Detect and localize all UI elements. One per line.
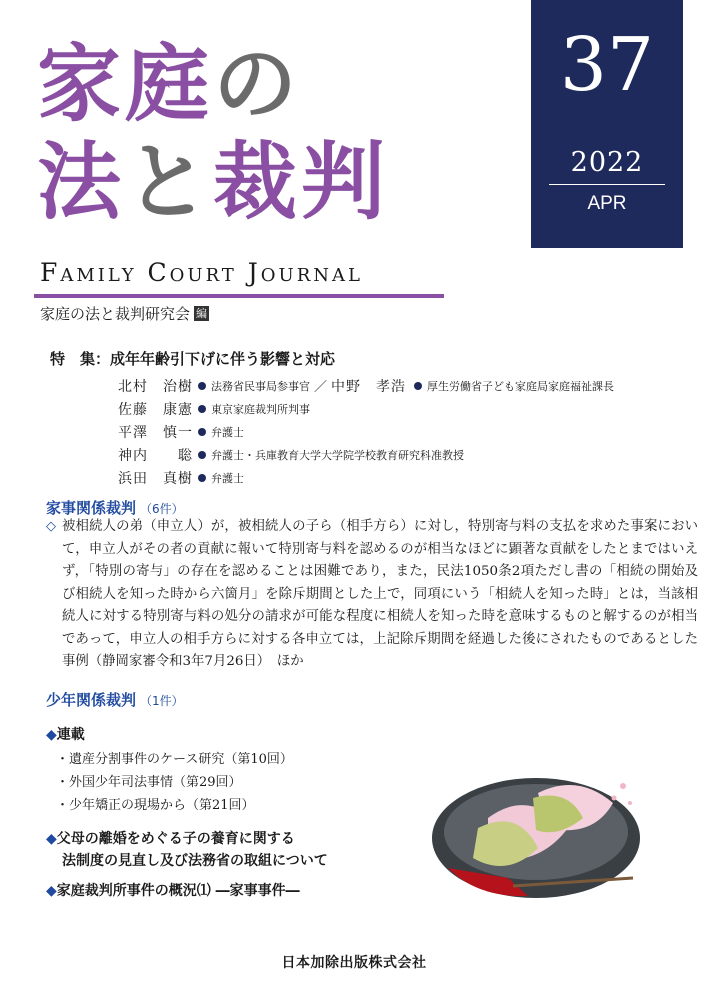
serial-heading-text: 連載 bbox=[56, 727, 85, 743]
bullet-dot-icon bbox=[198, 474, 206, 482]
issue-month: APR bbox=[587, 193, 627, 214]
title-particle-to: と bbox=[125, 133, 214, 231]
title-word-saiban: 裁判 bbox=[213, 133, 390, 231]
editor-badge: 編 bbox=[196, 307, 208, 320]
author-affiliation: 法務省民事局参事官 bbox=[211, 379, 310, 393]
editor-name: 家庭の法と裁判研究会 bbox=[40, 305, 191, 323]
article-heading-1 bbox=[46, 828, 295, 850]
author-affiliation: 東京家庭裁判所判事 bbox=[211, 402, 310, 416]
author-affiliation: 弁護士 bbox=[211, 425, 244, 439]
author-name: 平澤 慎一 bbox=[118, 424, 193, 441]
author-affiliation: 厚生労働省子ども家庭局家庭福祉課長 bbox=[427, 379, 615, 393]
author-row bbox=[118, 397, 614, 420]
petal-icon bbox=[620, 783, 626, 789]
article2-text: 家庭裁判所事件の概況⑴ ―家事事件― bbox=[56, 883, 300, 899]
journal-title-line2 bbox=[37, 133, 390, 231]
title-underline bbox=[34, 294, 444, 298]
petal-icon bbox=[612, 796, 617, 801]
publisher-name: 日本加除出版株式会社 bbox=[281, 955, 427, 971]
title-particle-no: の bbox=[213, 35, 302, 133]
issue-box bbox=[531, 0, 683, 248]
shonen-count: （1件） bbox=[140, 694, 184, 708]
kaji-count: （6件） bbox=[140, 502, 184, 516]
author-row bbox=[118, 420, 614, 443]
kaji-heading-text: 家事関係裁判 bbox=[46, 499, 137, 517]
author-name: 浜田 真樹 bbox=[118, 470, 193, 487]
author-name: 神内 聡 bbox=[118, 447, 193, 464]
bullet-dot-icon bbox=[198, 451, 206, 459]
case-summary: 被相続人の弟（申立人）が，被相続人の子ら（相手方ら）に対し，特別寄与料の支払を求めた事案において，申立人がその者の貢献に報いて特別寄与料を認めるのが相当なほどに顕著な貢献をしたとまではいえず，「特別の寄与」の存在を認めることは困難であり，また，民法1050条2項ただし書の「相続の開始及び相続人を知った時から六箇月」を除斥期間とした上で，同項にいう「相続人を知った時」とは，当該相続人に対する特別寄与料の処分の請求が可能な程度に相続人を知った時を意味するものと解するのが相当であって，申立人の相手方らに対する各申立ては，上記除斥期間を経過した後にされたものであるとした事例（静岡家審令和3年7月26日） ほか bbox=[62, 519, 698, 669]
issue-divider bbox=[549, 184, 665, 185]
shonen-section-heading bbox=[46, 689, 184, 710]
shonen-heading-text: 少年関係裁判 bbox=[46, 691, 137, 709]
diamond-icon: ◆ bbox=[46, 727, 57, 743]
feature-title: 特 集：成年年齢引下げに伴う影響と対応 bbox=[50, 350, 336, 368]
serial-item: ・少年矯正の現場から（第21回） bbox=[56, 798, 255, 813]
bullet-dot-icon bbox=[414, 382, 422, 390]
article1-line2: 法制度の見直し及び法務省の取組について bbox=[62, 853, 328, 869]
issue-year: 2022 bbox=[570, 147, 644, 178]
bullet-dot-icon bbox=[198, 405, 206, 413]
diamond-icon: ◆ bbox=[46, 883, 57, 899]
author-row bbox=[118, 443, 614, 466]
issue-number: 37 bbox=[559, 22, 655, 108]
author-name: 佐藤 康憲 bbox=[118, 401, 193, 418]
english-title: Family Court Journal bbox=[40, 258, 363, 287]
kaji-section-heading bbox=[46, 497, 184, 518]
journal-title-line1 bbox=[37, 35, 302, 133]
title-word-katei: 家庭 bbox=[37, 35, 214, 133]
serial-heading bbox=[46, 724, 85, 744]
author-affiliation: 弁護士・兵庫教育大学大学院学校教育研究科准教授 bbox=[211, 448, 464, 462]
serial-item: ・外国少年司法事情（第29回） bbox=[56, 775, 242, 790]
bullet-dot-icon bbox=[198, 382, 206, 390]
editor-line bbox=[40, 303, 209, 324]
author-name: 北村 治樹 bbox=[118, 378, 193, 395]
hollow-diamond-icon: ◇ bbox=[46, 519, 56, 534]
author-separator: ／ bbox=[314, 380, 328, 395]
feature-authors bbox=[118, 374, 614, 489]
author-row bbox=[118, 374, 614, 397]
title-word-ho: 法 bbox=[37, 133, 126, 231]
petal-icon bbox=[628, 801, 632, 805]
author-name: 中野 孝浩 bbox=[331, 378, 407, 395]
diamond-icon: ◆ bbox=[46, 831, 57, 847]
author-affiliation: 弁護士 bbox=[211, 471, 244, 485]
article-heading-2 bbox=[46, 880, 300, 900]
bullet-dot-icon bbox=[198, 428, 206, 436]
article1-line1: 父母の離婚をめぐる子の養育に関する bbox=[56, 831, 295, 847]
sakura-mochi-illustration bbox=[418, 758, 650, 908]
author-row bbox=[118, 466, 614, 489]
serial-item: ・遺産分割事件のケース研究（第10回） bbox=[56, 752, 293, 767]
